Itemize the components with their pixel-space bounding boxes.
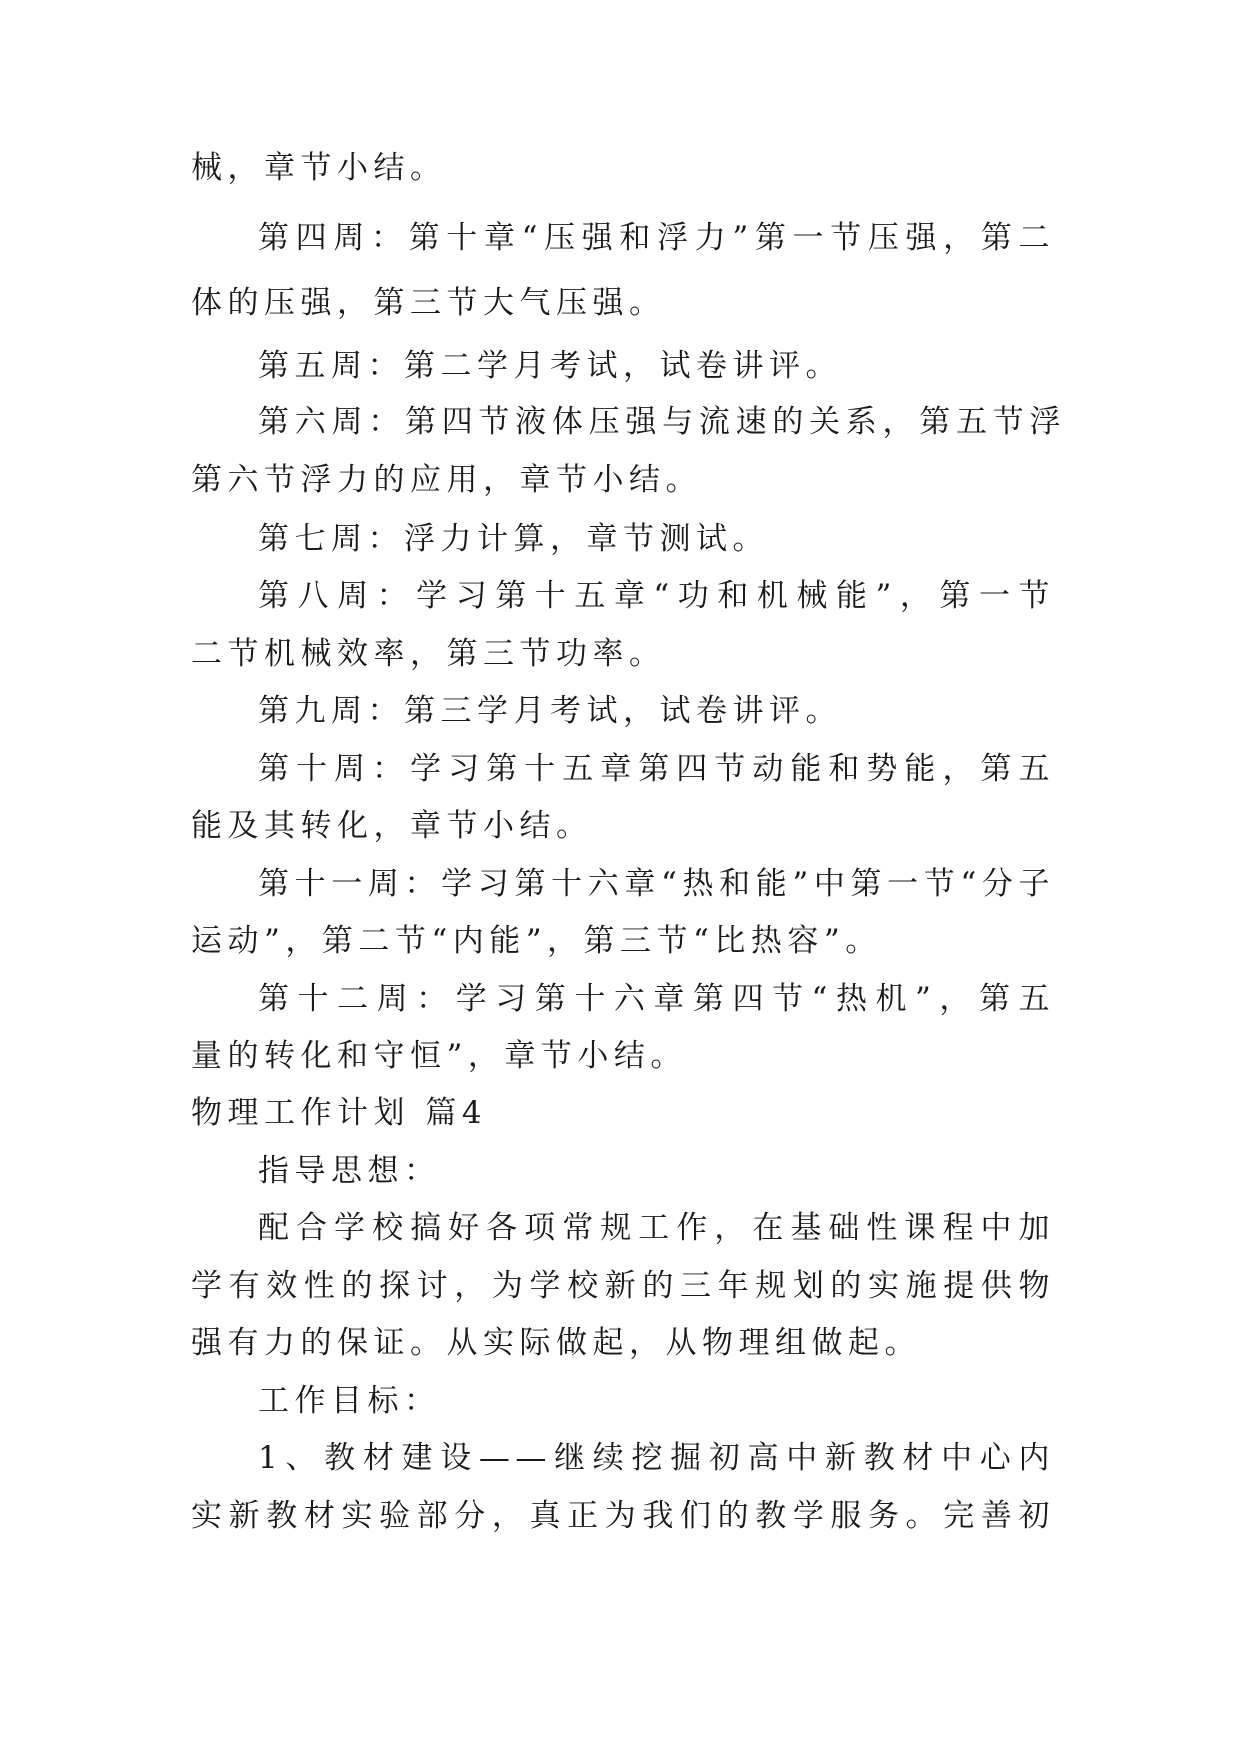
paragraph-line: 第十周：学习第十五章第四节动能和势能，第五 [258,751,1055,787]
text-line: 运动”，第二节“内能”，第三节“比热容”。 [191,923,882,959]
paragraph-line: 第八周：学习第十五章“功和机械能”，第一节 [258,578,1055,614]
paragraph-line: 第六周：第四节液体压强与流速的关系，第五节浮 [258,404,1066,440]
text-line: 二节机械效率，第三节功率。 [191,636,666,672]
text-line: 量的转化和守恒”，章节小结。 [191,1038,687,1074]
paragraph-line: 第五周：第二学月考试，试卷讲评。 [258,348,842,384]
section-heading: 物理工作计划 篇4 [191,1095,488,1131]
text-line: 第六节浮力的应用，章节小结。 [191,462,702,498]
paragraph-line: 第九周：第三学月考试，试卷讲评。 [258,693,842,729]
text-line: 械，章节小结。 [191,150,447,186]
text-line: 实新教材实验部分，真正为我们的教学服务。完善初 [191,1498,1055,1534]
text-line: 能及其转化，章节小结。 [191,808,593,844]
text-line: 学有效性的探讨，为学校新的三年规划的实施提供物 [191,1268,1055,1304]
text-line: 强有力的保证。从实际做起，从物理组做起。 [191,1325,921,1361]
paragraph-line: 配合学校搞好各项常规工作，在基础性课程中加 [258,1210,1055,1246]
paragraph-line: 1、教材建设——继续挖掘初高中新教材中心内 [258,1440,1055,1476]
paragraph-line: 第十二周：学习第十六章第四节“热机”，第五 [258,981,1055,1017]
paragraph-line: 第十一周：学习第十六章“热和能”中第一节“分子 [258,866,1055,902]
paragraph-line: 第四周：第十章“压强和浮力”第一节压强，第二 [258,220,1055,256]
paragraph-line: 第七周：浮力计算，章节测试。 [258,521,769,557]
text-line: 体的压强，第三节大气压强。 [191,285,666,321]
paragraph-line: 指导思想： [258,1153,441,1189]
paragraph-line: 工作目标： [258,1383,441,1419]
